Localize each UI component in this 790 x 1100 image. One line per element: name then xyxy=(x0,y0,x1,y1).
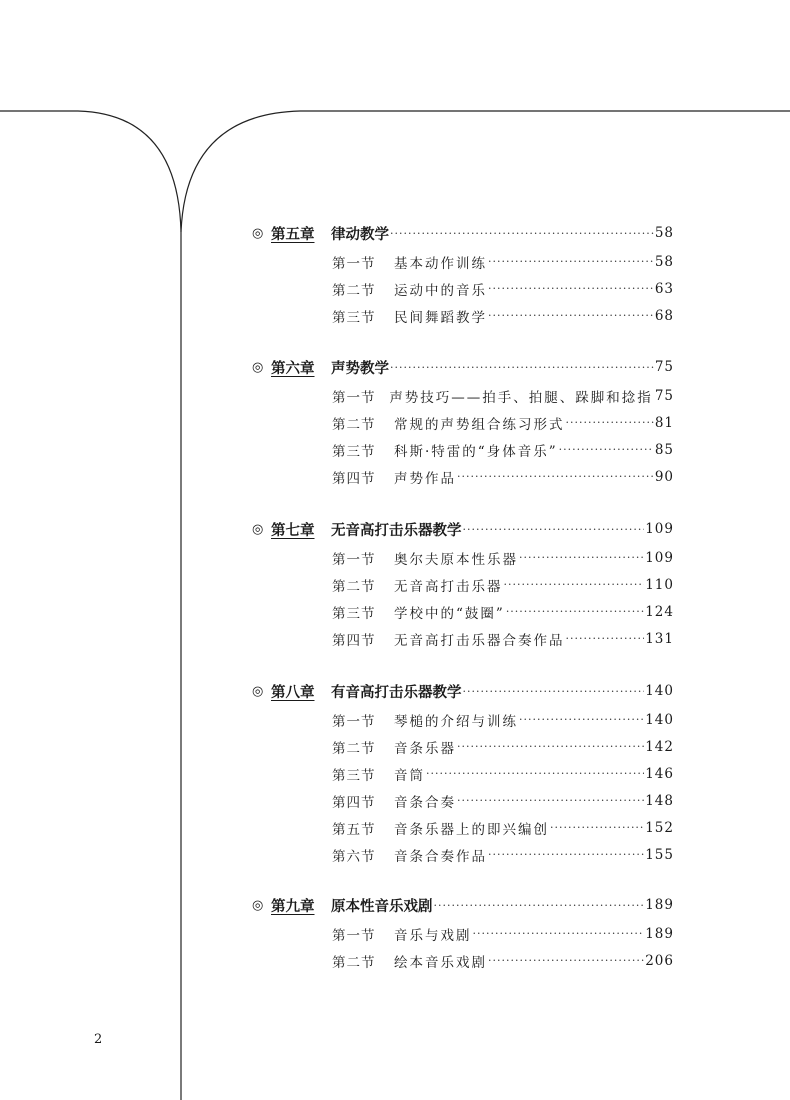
section-title: 琴槌的介绍与训练 xyxy=(394,713,518,730)
section-entry[interactable] xyxy=(332,248,674,275)
chapter-page: 75 xyxy=(654,359,674,375)
section-entry[interactable] xyxy=(332,706,674,733)
section-page: 109 xyxy=(645,549,674,566)
section-entry[interactable] xyxy=(332,436,674,463)
section-title: 音条乐器上的即兴编创 xyxy=(394,821,549,838)
dot-leader xyxy=(457,740,644,753)
section-number: 第六节 xyxy=(332,848,376,865)
section-title: 民间舞蹈教学 xyxy=(394,309,487,326)
section-number: 第二节 xyxy=(332,578,376,595)
section-title: 绘本音乐戏剧 xyxy=(394,954,487,971)
circle-bullet-icon: ◎ xyxy=(252,897,264,913)
section-title: 音筒 xyxy=(394,767,425,784)
chapter-entry[interactable] xyxy=(252,514,674,544)
section-entry[interactable] xyxy=(332,947,674,974)
section-number: 第一节 xyxy=(332,255,376,272)
dot-leader xyxy=(390,227,654,240)
section-page: 155 xyxy=(645,846,674,863)
section-entry[interactable] xyxy=(332,409,674,436)
section-title: 声势作品 xyxy=(394,470,456,487)
dot-leader xyxy=(488,848,644,861)
section-entry[interactable] xyxy=(332,787,674,814)
section-page: 146 xyxy=(645,765,674,782)
dot-leader xyxy=(506,605,644,618)
section-number: 第二节 xyxy=(332,740,376,757)
top-rule-left xyxy=(0,111,181,232)
section-number: 第二节 xyxy=(332,954,376,971)
circle-bullet-icon: ◎ xyxy=(252,225,264,241)
section-page: 81 xyxy=(654,414,674,431)
dot-leader xyxy=(488,282,654,295)
circle-bullet-icon: ◎ xyxy=(252,521,264,537)
chapter-number: 第五章 xyxy=(271,225,315,243)
section-number: 第五节 xyxy=(332,821,376,838)
dot-leader xyxy=(473,927,645,940)
section-page: 63 xyxy=(654,280,674,297)
section-entry[interactable] xyxy=(332,760,674,787)
section-page: 90 xyxy=(654,468,674,485)
dot-leader xyxy=(488,954,644,967)
section-page: 85 xyxy=(654,441,674,458)
section-entry[interactable] xyxy=(332,463,674,490)
section-number: 第四节 xyxy=(332,470,376,487)
section-entry[interactable] xyxy=(332,920,674,947)
section-page: 68 xyxy=(654,307,674,324)
section-entry[interactable] xyxy=(332,544,674,571)
section-title: 常规的声势组合练习形式 xyxy=(394,416,565,433)
dot-leader xyxy=(434,899,645,912)
dot-leader xyxy=(504,578,645,591)
top-rule-right xyxy=(181,111,790,232)
circle-bullet-icon: ◎ xyxy=(252,683,264,699)
section-page: 206 xyxy=(645,952,674,969)
chapter-page: 58 xyxy=(654,225,674,241)
dot-leader xyxy=(390,361,654,374)
chapter-title: 有音高打击乐器教学 xyxy=(331,683,462,701)
section-number: 第三节 xyxy=(332,767,376,784)
dot-leader xyxy=(426,767,644,780)
dot-leader xyxy=(488,309,654,322)
page-number: 2 xyxy=(94,1032,103,1047)
section-title: 音条合奏作品 xyxy=(394,848,487,865)
section-entry[interactable] xyxy=(332,275,674,302)
section-entry[interactable] xyxy=(332,814,674,841)
circle-bullet-icon: ◎ xyxy=(252,359,264,375)
section-number: 第四节 xyxy=(332,794,376,811)
chapter-title: 声势教学 xyxy=(331,359,389,377)
section-entry[interactable] xyxy=(332,841,674,868)
section-number: 第一节 xyxy=(332,713,376,730)
dot-leader xyxy=(463,685,645,698)
section-page: 124 xyxy=(645,603,674,620)
section-number: 第一节 xyxy=(332,927,376,944)
section-entry[interactable] xyxy=(332,625,674,652)
section-page: 140 xyxy=(645,711,674,728)
dot-leader xyxy=(519,713,644,726)
chapter-title: 无音高打击乐器教学 xyxy=(331,521,462,539)
section-title: 音乐与戏剧 xyxy=(394,927,472,944)
section-title: 运动中的音乐 xyxy=(394,282,487,299)
section-title: 无音高打击乐器合奏作品 xyxy=(394,632,565,649)
section-number: 第一节 xyxy=(332,389,376,406)
dot-leader xyxy=(519,551,644,564)
section-number: 第二节 xyxy=(332,282,376,299)
section-title: 学校中的“鼓圈” xyxy=(394,605,505,622)
chapter-number: 第七章 xyxy=(271,521,315,539)
dot-leader xyxy=(566,632,645,645)
chapter-entry[interactable] xyxy=(252,676,674,706)
dot-leader xyxy=(488,255,654,268)
chapter-number: 第六章 xyxy=(271,359,315,377)
section-page: 148 xyxy=(645,792,674,809)
section-title: 无音高打击乐器 xyxy=(394,578,503,595)
section-page: 75 xyxy=(654,387,674,404)
section-entry[interactable] xyxy=(332,733,674,760)
section-title: 声势技巧——拍手、拍腿、跺脚和捻指 xyxy=(389,389,653,406)
section-page: 189 xyxy=(645,925,674,942)
chapter-entry[interactable] xyxy=(252,218,674,248)
section-number: 第三节 xyxy=(332,605,376,622)
dot-leader xyxy=(559,443,654,456)
section-page: 142 xyxy=(645,738,674,755)
section-entry[interactable] xyxy=(332,598,674,625)
section-title: 基本动作训练 xyxy=(394,255,487,272)
chapter-entry[interactable] xyxy=(252,352,674,382)
chapter-number: 第八章 xyxy=(271,683,315,701)
section-title: 奥尔夫原本性乐器 xyxy=(394,551,518,568)
chapter-page: 109 xyxy=(645,521,674,537)
chapter-page: 189 xyxy=(645,897,674,913)
section-entry[interactable] xyxy=(332,382,674,409)
dot-leader xyxy=(463,523,645,536)
dot-leader xyxy=(457,794,644,807)
section-page: 110 xyxy=(645,576,674,593)
section-page: 131 xyxy=(645,630,674,647)
section-number: 第四节 xyxy=(332,632,376,649)
section-title: 科斯·特雷的“身体音乐” xyxy=(394,443,558,460)
chapter-title: 律动教学 xyxy=(331,225,389,243)
section-number: 第一节 xyxy=(332,551,376,568)
section-number: 第三节 xyxy=(332,309,376,326)
dot-leader xyxy=(550,821,644,834)
dot-leader xyxy=(566,416,654,429)
section-number: 第三节 xyxy=(332,443,376,460)
section-page: 152 xyxy=(645,819,674,836)
chapter-number: 第九章 xyxy=(271,897,315,915)
section-title: 音条合奏 xyxy=(394,794,456,811)
section-title: 音条乐器 xyxy=(394,740,456,757)
chapter-title: 原本性音乐戏剧 xyxy=(331,897,433,915)
section-number: 第二节 xyxy=(332,416,376,433)
chapter-entry[interactable] xyxy=(252,890,674,920)
chapter-page: 140 xyxy=(645,683,674,699)
section-page: 58 xyxy=(654,253,674,270)
section-entry[interactable] xyxy=(332,302,674,329)
section-entry[interactable] xyxy=(332,571,674,598)
dot-leader xyxy=(457,470,654,483)
